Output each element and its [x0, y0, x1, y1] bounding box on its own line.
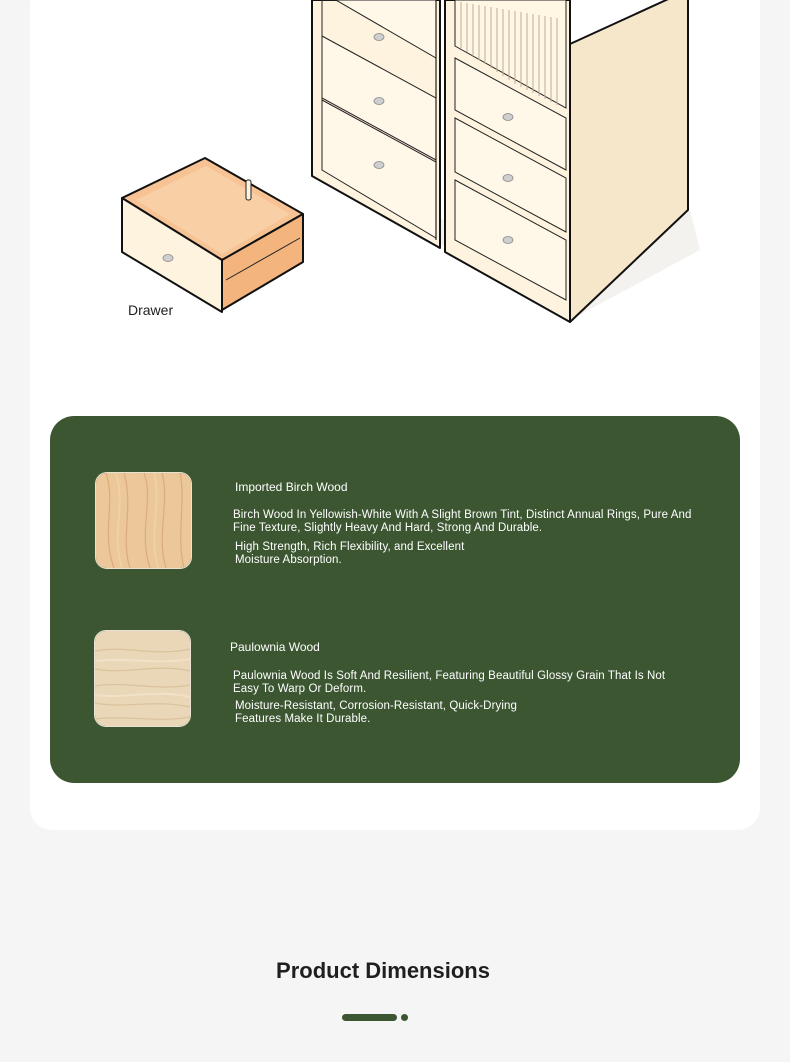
- carousel-active-indicator[interactable]: [342, 1014, 397, 1021]
- paulownia-title: Paulownia Wood: [230, 640, 320, 654]
- birch-wood-swatch: [95, 472, 192, 569]
- paulownia-feature: Moisture-Resistant, Corrosion-Resistant, Quick-Drying Features Make It Durable.: [235, 700, 518, 725]
- carousel-inactive-dot[interactable]: [401, 1014, 408, 1021]
- paulownia-wood-swatch: [94, 630, 191, 727]
- materials-panel: [50, 416, 740, 783]
- birch-description: Birch Wood In Yellowish-White With A Slight Brown Tint, Distinct Annual Rings, Pure And Fine Texture, Slightly Heavy And Hard, Strong And Durable.: [233, 509, 692, 534]
- birch-feature: High Strength, Rich Flexibility, and Excellent Moisture Absorption.: [235, 541, 465, 566]
- paulownia-description: Paulownia Wood Is Soft And Resilient, Featuring Beautiful Glossy Grain That Is Not Easy To Warp Or Deform.: [233, 670, 666, 695]
- drawer-label: Drawer: [128, 302, 174, 318]
- drawer-illustration: [122, 158, 303, 312]
- birch-title: Imported Birch Wood: [235, 480, 348, 494]
- product-dimensions-heading: Product Dimensions: [276, 958, 490, 983]
- dresser-illustration: [0, 0, 790, 340]
